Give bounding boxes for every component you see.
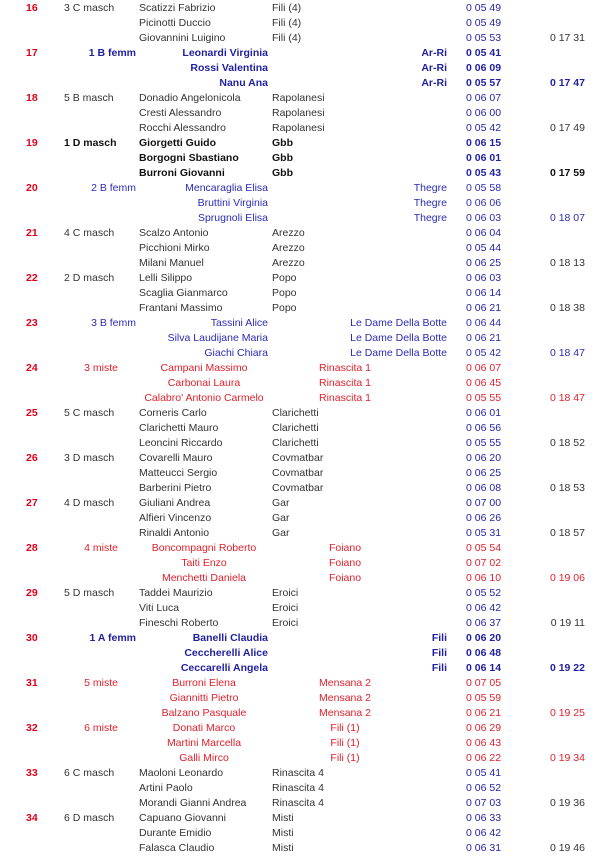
athlete-name: Giovannini Luigino xyxy=(139,32,226,44)
team-position: 16 xyxy=(26,2,38,14)
team-position: 24 xyxy=(26,362,38,374)
table-row xyxy=(0,346,603,361)
athlete-name: Scalzo Antonio xyxy=(139,227,209,239)
club-name: Le Dame Della Botte xyxy=(350,332,447,344)
club-name: Rapolanesi xyxy=(272,122,325,134)
athlete-name: Borgogni Sbastiano xyxy=(139,152,239,164)
athlete-time: 0 07 03 xyxy=(466,797,502,809)
athlete-name: Ceccarelli Angela xyxy=(180,662,268,674)
table-row xyxy=(0,196,603,211)
club-name: Fili (1) xyxy=(330,722,360,734)
table-row xyxy=(0,796,603,811)
team-position: 26 xyxy=(26,452,38,464)
team-total-time: 0 17 31 xyxy=(549,32,585,44)
athlete-name: Campani Massimo xyxy=(160,362,248,374)
table-row xyxy=(0,151,603,166)
athlete-time: 0 06 04 xyxy=(466,227,502,239)
athlete-time: 0 06 14 xyxy=(466,662,502,674)
club-name: Gar xyxy=(272,512,290,524)
table-row xyxy=(0,586,603,601)
table-row xyxy=(0,601,603,616)
athlete-name: Covarelli Mauro xyxy=(139,452,213,464)
athlete-time: 0 06 01 xyxy=(466,407,502,419)
athlete-time: 0 06 45 xyxy=(466,377,502,389)
team-total-time: 0 18 57 xyxy=(549,527,585,539)
athlete-name: Rocchi Alessandro xyxy=(139,122,226,134)
team-position: 29 xyxy=(26,587,38,599)
club-name: Fili (4) xyxy=(272,32,302,44)
athlete-name: Milani Manuel xyxy=(139,257,204,269)
team-total-time: 0 17 47 xyxy=(549,77,585,89)
athlete-name: Corneris Carlo xyxy=(139,407,207,419)
club-name: Misti xyxy=(272,842,294,854)
athlete-name: Fineschi Roberto xyxy=(139,617,219,629)
team-position: 27 xyxy=(26,497,38,509)
team-class: 5 D masch xyxy=(64,587,115,599)
athlete-time: 0 05 31 xyxy=(466,527,502,539)
athlete-time: 0 06 31 xyxy=(466,842,502,854)
team-position: 17 xyxy=(26,47,38,59)
team-class: 4 miste xyxy=(84,542,118,554)
athlete-name: Clarichetti Mauro xyxy=(139,422,219,434)
athlete-name: Durante Emidio xyxy=(139,827,212,839)
team-class: 6 D masch xyxy=(64,812,115,824)
athlete-name: Taiti Enzo xyxy=(181,557,227,569)
club-name: Mensana 2 xyxy=(319,707,371,719)
athlete-time: 0 05 49 xyxy=(466,2,502,14)
table-row xyxy=(0,76,603,91)
results-table xyxy=(0,1,603,856)
club-name: Fili (4) xyxy=(272,2,302,14)
team-position: 18 xyxy=(26,92,38,104)
team-total-time: 0 19 34 xyxy=(549,752,585,764)
table-row xyxy=(0,121,603,136)
table-row xyxy=(0,706,603,721)
club-name: Misti xyxy=(272,827,294,839)
table-row xyxy=(0,226,603,241)
athlete-name: Balzano Pasquale xyxy=(161,707,247,719)
athlete-time: 0 05 58 xyxy=(466,182,502,194)
athlete-time: 0 06 10 xyxy=(466,572,502,584)
athlete-name: Menchetti Daniela xyxy=(161,572,247,584)
athlete-time: 0 06 21 xyxy=(466,707,502,719)
club-name: Ar-Ri xyxy=(421,62,447,74)
team-class: 4 D masch xyxy=(64,497,115,509)
athlete-name: Picchioni Mirko xyxy=(139,242,210,254)
athlete-time: 0 06 52 xyxy=(466,782,502,794)
table-row xyxy=(0,91,603,106)
athlete-name: Barberini Pietro xyxy=(139,482,212,494)
athlete-time: 0 06 03 xyxy=(466,212,502,224)
club-name: Foiano xyxy=(328,557,362,569)
athlete-name: Calabro' Antonio Carmelo xyxy=(144,392,264,404)
athlete-name: Morandi Gianni Andrea xyxy=(139,797,247,809)
table-row xyxy=(0,781,603,796)
team-class: 2 D masch xyxy=(64,272,115,284)
club-name: Rinascita 1 xyxy=(319,377,371,389)
team-total-time: 0 19 11 xyxy=(550,617,585,629)
club-name: Popo xyxy=(272,302,297,314)
team-class: 6 miste xyxy=(84,722,118,734)
athlete-time: 0 06 56 xyxy=(466,422,502,434)
team-class: 1 D masch xyxy=(64,137,117,149)
athlete-name: Galli Mirco xyxy=(179,752,229,764)
table-row xyxy=(0,766,603,781)
table-row xyxy=(0,646,603,661)
table-row xyxy=(0,616,603,631)
club-name: Rapolanesi xyxy=(272,92,325,104)
club-name: Covmatbar xyxy=(272,482,324,494)
athlete-time: 0 06 09 xyxy=(466,62,502,74)
table-row xyxy=(0,751,603,766)
athlete-time: 0 06 07 xyxy=(466,362,502,374)
team-total-time: 0 18 47 xyxy=(549,392,585,404)
athlete-time: 0 05 44 xyxy=(466,242,502,254)
athlete-name: Artini Paolo xyxy=(139,782,193,794)
table-row xyxy=(0,721,603,736)
athlete-time: 0 05 42 xyxy=(466,347,502,359)
team-total-time: 0 19 22 xyxy=(549,662,585,674)
club-name: Fili (1) xyxy=(330,752,360,764)
club-name: Rinascita 4 xyxy=(272,767,324,779)
team-position: 20 xyxy=(26,182,38,194)
team-total-time: 0 19 46 xyxy=(549,842,585,854)
team-position: 23 xyxy=(26,317,38,329)
athlete-time: 0 05 54 xyxy=(466,542,502,554)
team-total-time: 0 18 53 xyxy=(549,482,585,494)
club-name: Rinascita 1 xyxy=(319,392,371,404)
team-position: 19 xyxy=(26,137,38,149)
table-row xyxy=(0,106,603,121)
club-name: Thegre xyxy=(413,197,447,209)
athlete-name: Scatizzi Fabrizio xyxy=(139,2,216,14)
team-class: 6 C masch xyxy=(64,767,115,779)
table-row xyxy=(0,301,603,316)
table-row xyxy=(0,181,603,196)
athlete-name: Burroni Elena xyxy=(172,677,236,689)
table-row xyxy=(0,136,603,151)
athlete-time: 0 06 03 xyxy=(466,272,502,284)
athlete-name: Donati Marco xyxy=(172,722,236,734)
team-position: 31 xyxy=(26,677,38,689)
athlete-time: 0 07 02 xyxy=(466,557,502,569)
club-name: Mensana 2 xyxy=(319,692,371,704)
table-row xyxy=(0,511,603,526)
athlete-time: 0 06 20 xyxy=(466,452,502,464)
athlete-time: 0 06 01 xyxy=(466,152,502,164)
team-class: 5 C masch xyxy=(64,407,115,419)
club-name: Clarichetti xyxy=(272,437,319,449)
team-class: 4 C masch xyxy=(64,227,115,239)
athlete-name: Banelli Claudia xyxy=(192,632,268,644)
athlete-time: 0 06 29 xyxy=(466,722,502,734)
athlete-time: 0 06 44 xyxy=(466,317,502,329)
club-name: Gbb xyxy=(272,137,293,149)
athlete-name: Tassini Alice xyxy=(210,317,268,329)
athlete-name: Rossi Valentina xyxy=(190,62,268,74)
athlete-time: 0 06 42 xyxy=(466,827,502,839)
table-row xyxy=(0,16,603,31)
athlete-name: Carbonai Laura xyxy=(167,377,241,389)
team-class: 3 C masch xyxy=(64,2,115,14)
team-total-time: 0 19 25 xyxy=(549,707,585,719)
athlete-time: 0 05 53 xyxy=(466,32,502,44)
athlete-name: Scaglia Gianmarco xyxy=(139,287,228,299)
athlete-name: Cresti Alessandro xyxy=(139,107,222,119)
athlete-time: 0 05 49 xyxy=(466,17,502,29)
club-name: Arezzo xyxy=(272,242,305,254)
athlete-name: Silva Laudijane Maria xyxy=(167,332,268,344)
athlete-time: 0 06 42 xyxy=(466,602,502,614)
club-name: Ar-Ri xyxy=(421,47,447,59)
athlete-time: 0 06 26 xyxy=(466,512,502,524)
team-total-time: 0 18 07 xyxy=(549,212,585,224)
athlete-name: Frantani Massimo xyxy=(139,302,223,314)
club-name: Clarichetti xyxy=(272,422,319,434)
athlete-time: 0 06 14 xyxy=(466,287,502,299)
athlete-time: 0 07 05 xyxy=(466,677,502,689)
team-total-time: 0 17 59 xyxy=(549,167,585,179)
club-name: Fili (4) xyxy=(272,17,302,29)
team-position: 30 xyxy=(26,632,38,644)
team-total-time: 0 18 52 xyxy=(549,437,585,449)
athlete-time: 0 06 08 xyxy=(466,482,502,494)
club-name: Covmatbar xyxy=(272,467,324,479)
table-row xyxy=(0,451,603,466)
table-row xyxy=(0,421,603,436)
club-name: Gbb xyxy=(272,167,293,179)
table-row xyxy=(0,46,603,61)
athlete-name: Giannitti Pietro xyxy=(169,692,239,704)
athlete-name: Capuano Giovanni xyxy=(139,812,226,824)
team-position: 22 xyxy=(26,272,38,284)
club-name: Fili (1) xyxy=(330,737,360,749)
table-row xyxy=(0,736,603,751)
athlete-time: 0 06 06 xyxy=(466,197,502,209)
athlete-time: 0 05 41 xyxy=(466,767,502,779)
athlete-name: Alfieri Vincenzo xyxy=(139,512,212,524)
table-row xyxy=(0,241,603,256)
table-row xyxy=(0,811,603,826)
table-row xyxy=(0,271,603,286)
team-total-time: 0 18 38 xyxy=(549,302,585,314)
club-name: Rinascita 4 xyxy=(272,797,324,809)
table-row xyxy=(0,331,603,346)
table-row xyxy=(0,361,603,376)
athlete-name: Sprugnoli Elisa xyxy=(197,212,268,224)
athlete-name: Giachi Chiara xyxy=(204,347,268,359)
athlete-name: Donadio Angelonicola xyxy=(139,92,241,104)
club-name: Thegre xyxy=(413,212,447,224)
team-class: 1 B femm xyxy=(88,47,136,59)
table-row xyxy=(0,481,603,496)
athlete-name: Boncompagni Roberto xyxy=(151,542,257,554)
club-name: Eroici xyxy=(272,617,299,629)
club-name: Rapolanesi xyxy=(272,107,325,119)
club-name: Thegre xyxy=(413,182,447,194)
athlete-name: Ceccherelli Alice xyxy=(184,647,268,659)
athlete-time: 0 05 42 xyxy=(466,122,502,134)
club-name: Gar xyxy=(272,497,290,509)
athlete-time: 0 05 43 xyxy=(466,167,502,179)
table-row xyxy=(0,436,603,451)
athlete-name: Martini Marcella xyxy=(166,737,242,749)
table-row xyxy=(0,391,603,406)
athlete-name: Maoloni Leonardo xyxy=(139,767,224,779)
team-class: 3 D masch xyxy=(64,452,115,464)
team-total-time: 0 19 36 xyxy=(549,797,585,809)
table-row xyxy=(0,376,603,391)
team-class: 3 B femm xyxy=(91,317,136,329)
athlete-name: Taddei Maurizio xyxy=(139,587,213,599)
athlete-time: 0 06 48 xyxy=(466,647,502,659)
athlete-time: 0 06 07 xyxy=(466,92,502,104)
athlete-name: Giuliani Andrea xyxy=(139,497,211,509)
team-total-time: 0 19 06 xyxy=(549,572,585,584)
athlete-time: 0 06 33 xyxy=(466,812,502,824)
athlete-time: 0 07 00 xyxy=(466,497,502,509)
team-position: 21 xyxy=(26,227,38,239)
club-name: Rinascita 1 xyxy=(319,362,371,374)
athlete-time: 0 06 22 xyxy=(466,752,502,764)
athlete-name: Burroni Giovanni xyxy=(139,167,225,179)
table-row xyxy=(0,556,603,571)
table-row xyxy=(0,826,603,841)
athlete-name: Bruttini Virginia xyxy=(197,197,268,209)
club-name: Mensana 2 xyxy=(319,677,371,689)
team-position: 25 xyxy=(26,407,38,419)
club-name: Fili xyxy=(431,632,447,644)
club-name: Gbb xyxy=(272,152,293,164)
club-name: Popo xyxy=(272,287,297,299)
club-name: Covmatbar xyxy=(272,452,324,464)
athlete-name: Leoncini Riccardo xyxy=(139,437,223,449)
athlete-name: Picinotti Duccio xyxy=(139,17,211,29)
athlete-time: 0 06 25 xyxy=(466,257,502,269)
athlete-name: Leonardi Virginia xyxy=(182,47,268,59)
athlete-time: 0 05 41 xyxy=(466,47,502,59)
table-row xyxy=(0,631,603,646)
athlete-time: 0 06 21 xyxy=(466,302,502,314)
table-row xyxy=(0,256,603,271)
athlete-time: 0 06 43 xyxy=(466,737,502,749)
athlete-name: Giorgetti Guido xyxy=(139,137,216,149)
table-row xyxy=(0,661,603,676)
table-row xyxy=(0,676,603,691)
team-total-time: 0 18 47 xyxy=(549,347,585,359)
table-row xyxy=(0,316,603,331)
club-name: Popo xyxy=(272,272,297,284)
table-row xyxy=(0,211,603,226)
athlete-name: Matteucci Sergio xyxy=(139,467,218,479)
table-row xyxy=(0,496,603,511)
athlete-time: 0 06 37 xyxy=(466,617,502,629)
team-position: 28 xyxy=(26,542,38,554)
table-row xyxy=(0,406,603,421)
athlete-time: 0 05 57 xyxy=(466,77,502,89)
athlete-name: Viti Luca xyxy=(139,602,180,614)
table-row xyxy=(0,541,603,556)
athlete-name: Falasca Claudio xyxy=(139,842,215,854)
table-row xyxy=(0,61,603,76)
club-name: Gar xyxy=(272,527,290,539)
club-name: Foiano xyxy=(328,572,362,584)
athlete-time: 0 06 25 xyxy=(466,467,502,479)
athlete-time: 0 06 15 xyxy=(466,137,502,149)
table-row xyxy=(0,571,603,586)
club-name: Ar-Ri xyxy=(421,77,447,89)
athlete-name: Rinaldi Antonio xyxy=(139,527,210,539)
table-row xyxy=(0,31,603,46)
team-position: 33 xyxy=(26,767,38,779)
table-row xyxy=(0,841,603,856)
table-row xyxy=(0,691,603,706)
team-position: 32 xyxy=(26,722,38,734)
athlete-time: 0 06 21 xyxy=(466,332,502,344)
club-name: Rinascita 4 xyxy=(272,782,324,794)
team-total-time: 0 17 49 xyxy=(549,122,585,134)
athlete-time: 0 06 20 xyxy=(466,632,502,644)
table-row xyxy=(0,166,603,181)
athlete-name: Lelli Silippo xyxy=(139,272,193,284)
club-name: Le Dame Della Botte xyxy=(350,347,447,359)
club-name: Clarichetti xyxy=(272,407,319,419)
club-name: Arezzo xyxy=(272,227,305,239)
athlete-time: 0 05 55 xyxy=(466,392,502,404)
athlete-name: Mencaraglia Elisa xyxy=(185,182,268,194)
club-name: Fili xyxy=(431,662,447,674)
team-class: 5 B masch xyxy=(64,92,114,104)
athlete-time: 0 05 59 xyxy=(466,692,502,704)
table-row xyxy=(0,466,603,481)
team-total-time: 0 18 13 xyxy=(549,257,585,269)
club-name: Fili xyxy=(431,647,447,659)
club-name: Eroici xyxy=(272,602,299,614)
athlete-name: Nanu Ana xyxy=(219,77,268,89)
athlete-time: 0 05 52 xyxy=(466,587,502,599)
team-class: 2 B femm xyxy=(91,182,136,194)
club-name: Foiano xyxy=(328,542,362,554)
team-class: 5 miste xyxy=(84,677,118,689)
table-row xyxy=(0,286,603,301)
table-row xyxy=(0,526,603,541)
athlete-time: 0 05 55 xyxy=(466,437,502,449)
club-name: Misti xyxy=(272,812,294,824)
club-name: Le Dame Della Botte xyxy=(350,317,447,329)
team-position: 34 xyxy=(26,812,38,824)
team-class: 3 miste xyxy=(84,362,118,374)
club-name: Eroici xyxy=(272,587,299,599)
table-row xyxy=(0,1,603,16)
team-class: 1 A femm xyxy=(89,632,136,644)
club-name: Arezzo xyxy=(272,257,305,269)
athlete-time: 0 06 00 xyxy=(466,107,502,119)
